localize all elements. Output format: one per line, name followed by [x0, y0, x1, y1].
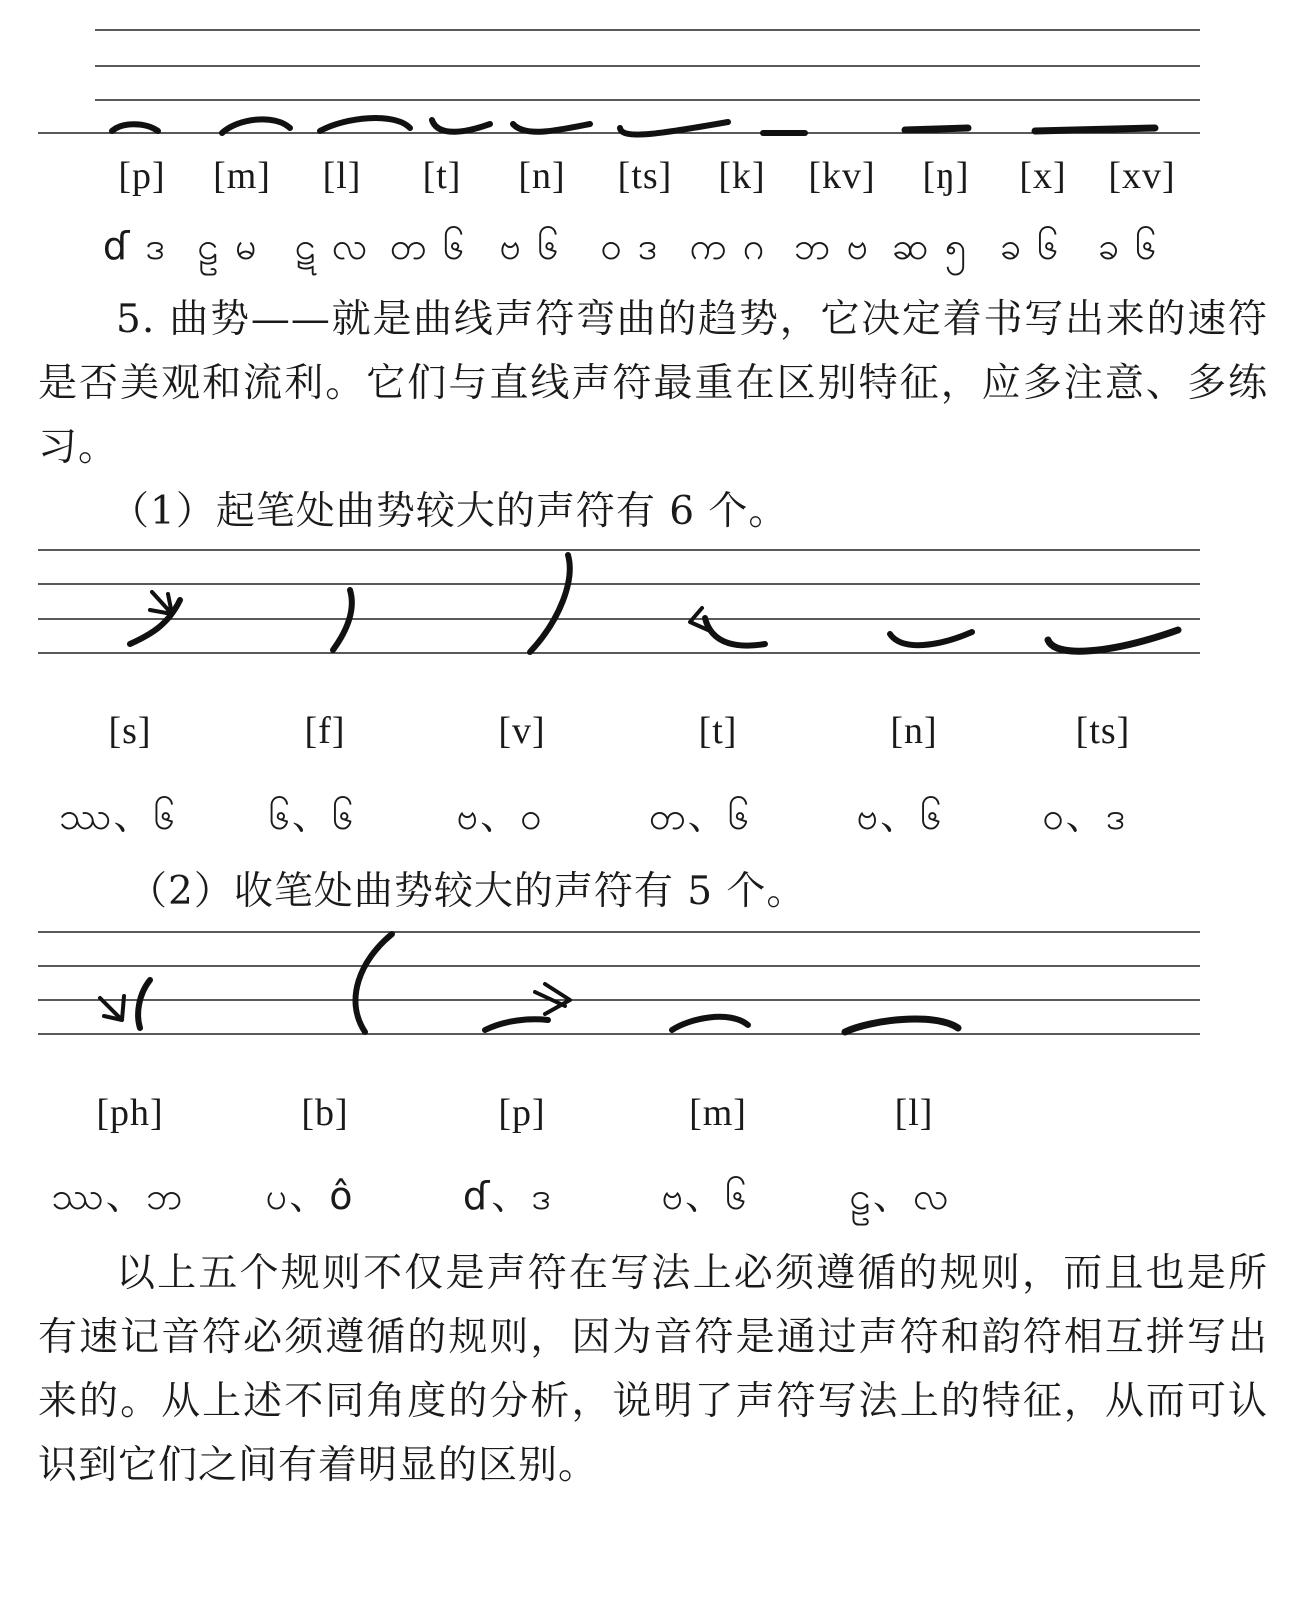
subheading-end-curve: （2）收笔处曲势较大的声符有 5 个。 [128, 869, 807, 914]
paragraph-curve-trend: 5. 曲势——就是曲线声符弯曲的趋势，它决定着书写出来的速符是否美观和流利。它们与直线声符最重在区别特征，应多注意、多练习。 [38, 297, 1268, 470]
script-glyph: ဠ、လ [849, 1174, 951, 1218]
ipa-label: [l] [322, 155, 362, 197]
stroke-l [320, 118, 410, 131]
ipa-row-1 [0, 150, 1304, 210]
stroke-n [513, 124, 590, 132]
ipa-label: [m] [689, 1092, 747, 1134]
script-glyph: ɗ、ဒ [462, 1174, 554, 1218]
stroke-v [530, 555, 570, 652]
ipa-label: [v] [498, 710, 546, 752]
stroke-m2 [672, 1017, 748, 1030]
ipa-label: [kv] [808, 155, 876, 197]
stroke-b [356, 934, 392, 1032]
ipa-row-3 [0, 1087, 1304, 1147]
ipa-label: [k] [718, 155, 766, 197]
script-glyph: ဿ、၆ [59, 794, 177, 838]
ipa-label: [m] [213, 155, 271, 197]
glyph-row-1 [0, 222, 1304, 282]
script-glyph: က ဂ [689, 224, 767, 268]
stroke-ph [138, 980, 150, 1028]
stroke-t2 [705, 618, 765, 646]
script-glyph: ဋ လ [294, 224, 370, 268]
script-glyph: ဗ、ဝ [456, 794, 544, 838]
ipa-label: [n] [890, 710, 938, 752]
ipa-label: [t] [698, 710, 738, 752]
script-glyph: တ ၆ [389, 224, 467, 268]
stroke-ts2 [1048, 630, 1178, 651]
script-glyph: ɗ ဒ [102, 224, 168, 268]
subheading-start-curve: （1）起笔处曲势较大的声符有 6 个。 [110, 489, 789, 534]
ipa-label: [n] [518, 155, 566, 197]
script-glyph: ၆、၆ [268, 794, 356, 838]
ipa-label: [xv] [1108, 155, 1176, 197]
script-glyph: ဝ、ဒ [1042, 794, 1128, 838]
script-glyph: ခ ၆ [1097, 224, 1159, 268]
stroke-p [112, 124, 158, 131]
staff-2 [0, 540, 1304, 680]
ipa-label: [s] [108, 710, 152, 752]
script-glyph: ဆ ၅ [891, 224, 969, 268]
script-glyph: ဗ、၆ [856, 794, 944, 838]
stroke-t [432, 120, 490, 132]
stroke-xv [1035, 128, 1155, 131]
ipa-label: [f] [304, 710, 346, 752]
ipa-label: [ph] [96, 1092, 164, 1134]
paragraph-conclusion: 以上五个规则不仅是声符在写法上必须遵循的规则，而且也是所有速记音符必须遵循的规则，因为音符是通过声符和韵符相互拼写出来的。从上述不同角度的分析，说明了声符写法上的特征，从而可认识到它们之间有着明显的区别。 [38, 1251, 1268, 1488]
script-glyph: ခ ၆ [999, 224, 1061, 268]
ipa-label: [t] [422, 155, 462, 197]
staff-1 [0, 0, 1304, 150]
ipa-label: [x] [1019, 155, 1067, 197]
stroke-p2 [485, 1019, 548, 1030]
glyph-row-3 [0, 1165, 1304, 1225]
stroke-n2 [890, 632, 972, 645]
script-glyph: ဗ ၆ [499, 224, 561, 268]
ipa-label: [ŋ] [922, 155, 970, 197]
ipa-row-2 [0, 705, 1304, 765]
script-glyph: ပ、ô [265, 1174, 355, 1218]
arrow [150, 592, 172, 614]
stroke-l2 [845, 1019, 958, 1032]
script-glyph: ဝ ဒ [600, 224, 660, 268]
stroke-ng [905, 128, 968, 130]
script-glyph: ဿ、ဘ [51, 1174, 185, 1218]
script-glyph: ဠ မ [197, 224, 259, 268]
ipa-label: [p] [118, 155, 166, 197]
staff-3 [0, 920, 1304, 1050]
stroke-f [333, 590, 352, 650]
ipa-label: [b] [301, 1092, 349, 1134]
arrow [535, 984, 570, 1014]
ipa-label: [ts] [617, 155, 673, 197]
ipa-label: [p] [498, 1092, 546, 1134]
script-glyph: ဗ、၆ [661, 1174, 749, 1218]
ipa-label: [ts] [1075, 710, 1131, 752]
script-glyph: ဘ ဗ [793, 224, 871, 268]
ipa-label: [l] [894, 1092, 934, 1134]
stroke-m [222, 119, 290, 133]
script-glyph: တ、၆ [648, 794, 752, 838]
glyph-row-2 [0, 785, 1304, 845]
